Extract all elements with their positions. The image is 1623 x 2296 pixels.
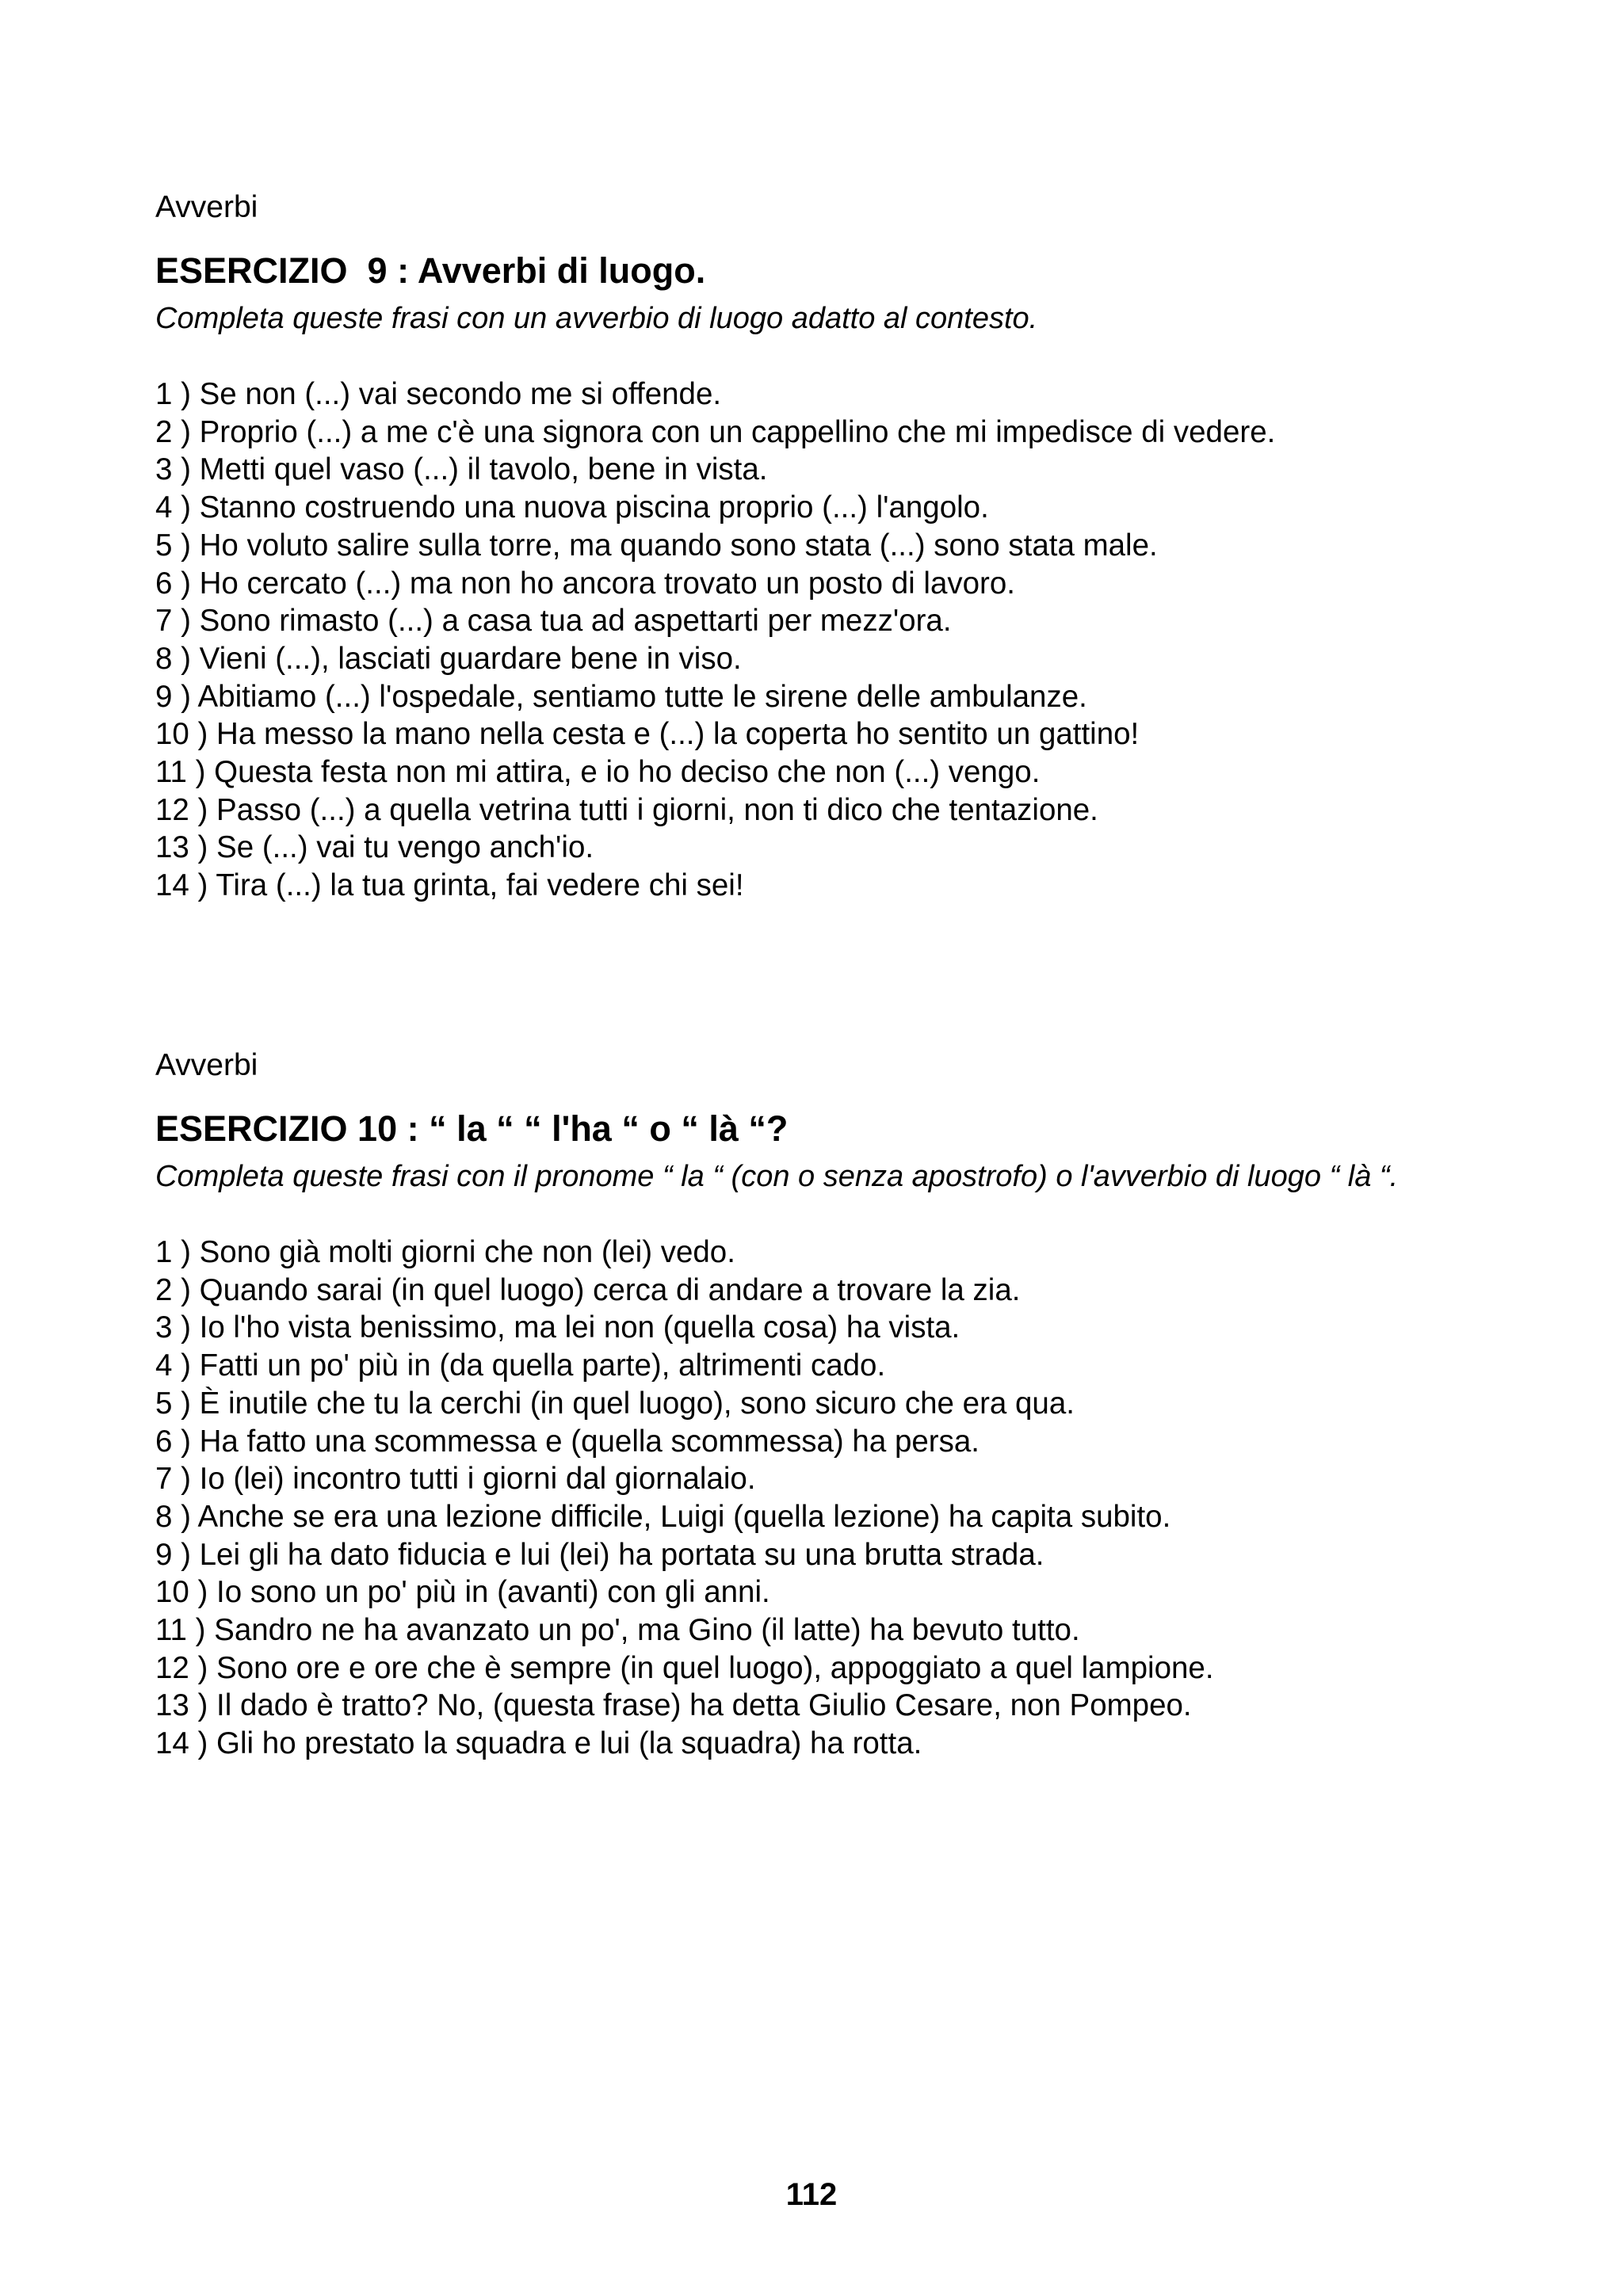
section-label: Avverbi (155, 190, 258, 224)
exercise-item: 6 ) Ha fatto una scommessa e (quella scommessa) ha persa. (155, 1424, 980, 1459)
exercise-item: 10 ) Io sono un po' più in (avanti) con gli anni. (155, 1575, 770, 1610)
exercise-item: 5 ) È inutile che tu la cerchi (in quel luogo), sono sicuro che era qua. (155, 1386, 1075, 1421)
exercise-item: 7 ) Sono rimasto (...) a casa tua ad aspettarti per mezz'ora. (155, 604, 952, 639)
exercise-item: 12 ) Sono ore e ore che è sempre (in quel luogo), appoggiato a quel lampione. (155, 1650, 1214, 1685)
exercise-item: 5 ) Ho voluto salire sulla torre, ma quando sono stata (...) sono stata male. (155, 528, 1158, 563)
exercise-title: ESERCIZIO 9 : Avverbi di luogo. (155, 250, 706, 291)
exercise-title: ESERCIZIO 10 : “ la “ “ l'ha “ o “ là “? (155, 1108, 789, 1149)
exercise-item: 13 ) Se (...) vai tu vengo anch'io. (155, 830, 594, 865)
section-label: Avverbi (155, 1048, 258, 1082)
exercise-item: 9 ) Lei gli ha dato fiducia e lui (lei) ha portata su una brutta strada. (155, 1537, 1044, 1572)
exercise-item: 6 ) Ho cercato (...) ma non ho ancora trovato un posto di lavoro. (155, 566, 1015, 601)
exercise-item: 7 ) Io (lei) incontro tutti i giorni dal giornalaio. (155, 1462, 756, 1497)
exercise-item: 14 ) Gli ho prestato la squadra e lui (la squadra) ha rotta. (155, 1726, 922, 1761)
exercise-item: 12 ) Passo (...) a quella vetrina tutti i giorni, non ti dico che tentazione. (155, 792, 1098, 827)
exercise-item: 1 ) Se non (...) vai secondo me si offende. (155, 377, 722, 411)
exercise-item: 14 ) Tira (...) la tua grinta, fai vedere chi sei! (155, 868, 744, 903)
exercise-item: 4 ) Fatti un po' più in (da quella parte), altrimenti cado. (155, 1348, 886, 1383)
exercise-item: 10 ) Ha messo la mano nella cesta e (...) la coperta ho sentito un gattino! (155, 717, 1140, 752)
exercise-list (155, 1234, 1487, 1763)
exercise-item: 3 ) Metti quel vaso (...) il tavolo, bene in vista. (155, 452, 768, 487)
exercise-item: 4 ) Stanno costruendo una nuova piscina proprio (...) l'angolo. (155, 490, 989, 525)
exercise-item: 3 ) Io l'ho vista benissimo, ma lei non (quella cosa) ha vista. (155, 1310, 960, 1345)
exercise-item: 2 ) Quando sarai (in quel luogo) cerca di andare a trovare la zia. (155, 1272, 1021, 1307)
exercise-9-section (155, 189, 1487, 905)
exercise-instruction: Completa queste frasi con il pronome “ la “ (con o senza apostrofo) o l'avverbio di luogo “ là “. (155, 1160, 1399, 1193)
exercise-item: 11 ) Sandro ne ha avanzato un po', ma Gino (il latte) ha bevuto tutto. (155, 1613, 1080, 1648)
exercise-item: 9 ) Abitiamo (...) l'ospedale, sentiamo tutte le sirene delle ambulanze. (155, 679, 1087, 714)
page-number: 112 (785, 2177, 838, 2212)
exercise-item: 11 ) Questa festa non mi attira, e io ho deciso che non (...) vengo. (155, 755, 1041, 790)
exercise-10-section (155, 1047, 1487, 1763)
exercise-item: 8 ) Vieni (...), lasciati guardare bene in viso. (155, 641, 742, 676)
exercise-item: 8 ) Anche se era una lezione difficile, Luigi (quella lezione) ha capita subito. (155, 1499, 1171, 1534)
exercise-item: 13 ) Il dado è tratto? No, (questa frase) ha detta Giulio Cesare, non Pompeo. (155, 1688, 1192, 1723)
exercise-list (155, 376, 1487, 905)
exercise-item: 1 ) Sono già molti giorni che non (lei) vedo. (155, 1235, 735, 1269)
exercise-instruction: Completa queste frasi con un avverbio di luogo adatto al contesto. (155, 302, 1038, 335)
exercise-item: 2 ) Proprio (...) a me c'è una signora con un cappellino che mi impedisce di vedere. (155, 414, 1276, 449)
